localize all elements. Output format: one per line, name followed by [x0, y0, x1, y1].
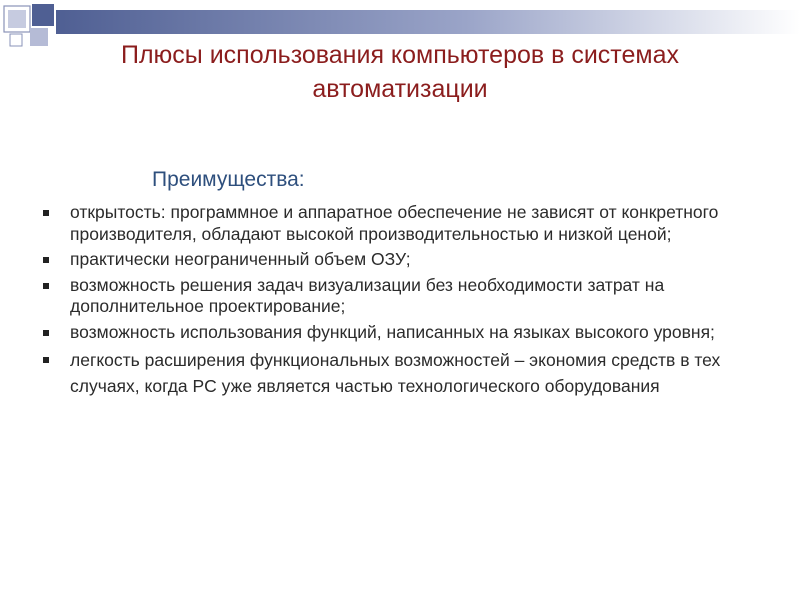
list-item: [40, 275, 760, 318]
slide-title-line-1: Плюсы использования компьютеров в системах: [121, 41, 679, 69]
square-bullet-icon: [43, 357, 49, 363]
list-item: [40, 249, 760, 271]
list-item-text: практически неограниченный объем ОЗУ;: [70, 249, 411, 269]
list-item-text: возможность решения задач визуализации без необходимости затрат на дополнительное проектирование;: [70, 274, 665, 316]
advantages-list: [40, 202, 760, 403]
list-item-text: возможность использования функций, написанных на языках высокого уровня;: [70, 321, 715, 342]
list-item-text: открытость: программное и аппаратное обеспечение не зависят от конкретного производителя, обладают высокой производительностью и низкой ценой;: [70, 202, 719, 244]
slide-title: [0, 38, 800, 106]
list-item: [40, 322, 760, 344]
slide-title-line-2: автоматизации: [312, 75, 488, 103]
square-bullet-icon: [43, 330, 49, 336]
section-heading: Преимущества:: [152, 168, 305, 191]
square-bullet-icon: [43, 283, 49, 289]
square-bullet-icon: [43, 210, 49, 216]
list-item: [40, 347, 760, 399]
list-item-text: легкость расширения функциональных возможностей – экономия средств в тех случаях, когда PC уже является частью технологического оборудования: [70, 350, 721, 396]
list-item: [40, 202, 760, 245]
square-bullet-icon: [43, 257, 49, 263]
